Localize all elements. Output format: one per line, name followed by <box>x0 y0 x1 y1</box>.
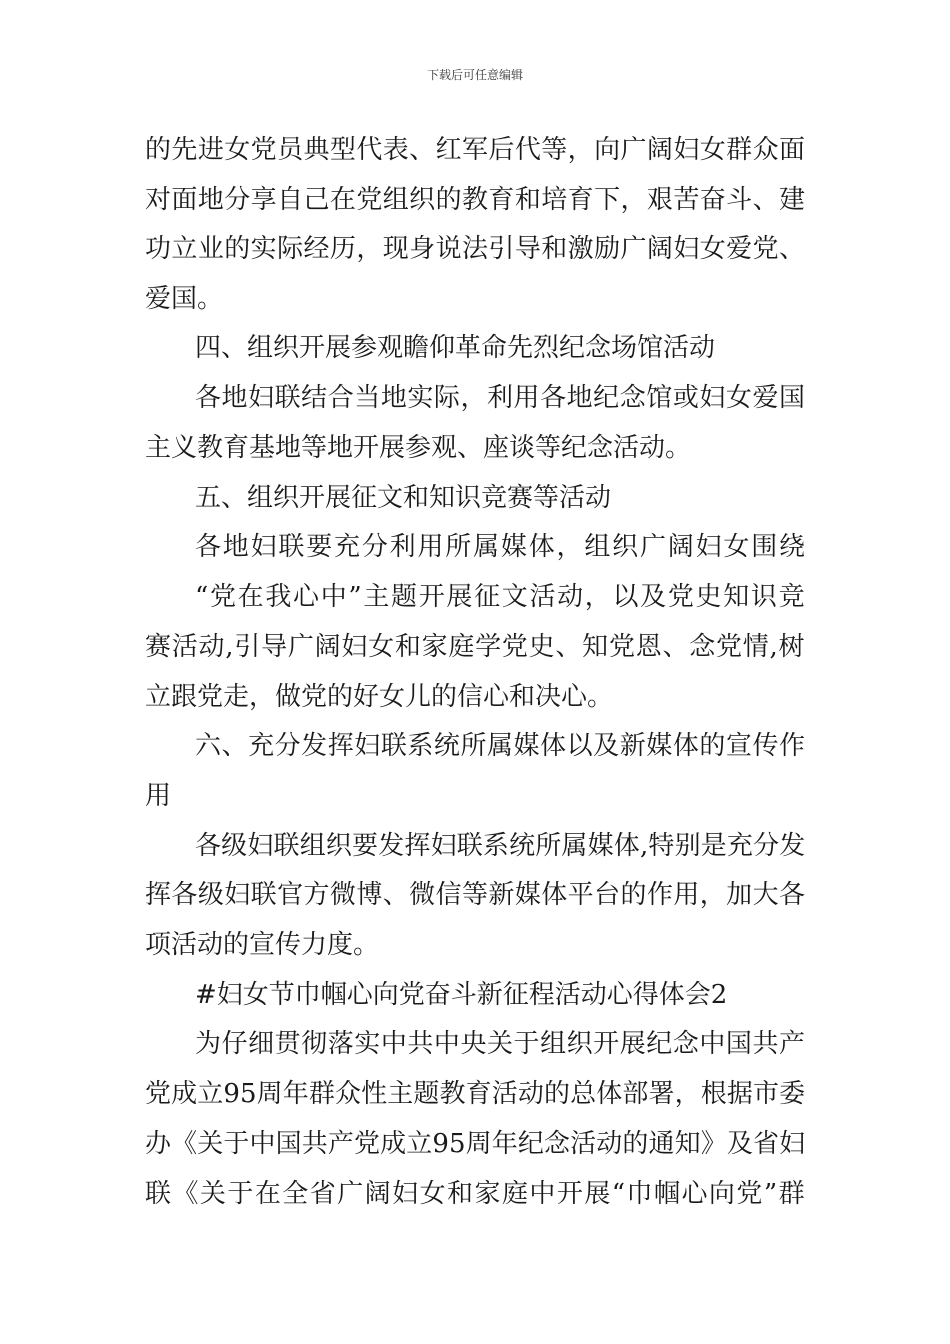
text-line: 为仔细贯彻落实中共中央关于组织开展纪念中国共产 <box>195 1029 806 1059</box>
section-heading: 四、组织开展参观瞻仰革命先烈纪念场馆活动 <box>195 333 716 363</box>
text-line: 立跟党走，做党的好女儿的信心和决心。 <box>145 682 614 712</box>
text-line: 挥各级妇联官方微博、微信等新媒体平台的作用，加大各 <box>145 880 806 910</box>
text-line: 功立业的实际经历，现身说法引导和激励广阔妇女爱党、 <box>145 234 806 264</box>
section-heading: 六、充分发挥妇联系统所属媒体以及新媒体的宣传作 <box>195 731 806 761</box>
text-line: 各地妇联结合当地实际，利用各地纪念馆或妇女爱国 <box>195 383 806 413</box>
page-header: 下载后可任意编辑 <box>426 68 523 82</box>
text-line: “党在我心中”主题开展征文活动，以及党史知识竞 <box>195 582 807 612</box>
text-line: 联《关于在全省广阔妇女和家庭中开展“巾帼心向党”群 <box>145 1179 807 1209</box>
text-line: 的先进女党员典型代表、红军后代等，向广阔妇女群众面 <box>145 135 806 165</box>
text-line: 各级妇联组织要发挥妇联系统所属媒体,特别是充分发 <box>195 831 806 861</box>
text-line: 对面地分享自己在党组织的教育和培育下，艰苦奋斗、建 <box>145 185 806 215</box>
text-line: 办《关于中国共产党成立95周年纪念活动的通知》及省妇 <box>145 1129 806 1159</box>
text-line: 赛活动,引导广阔妇女和家庭学党史、知党恩、念党情,树 <box>145 632 806 662</box>
text-line: 爱国。 <box>145 284 224 314</box>
section-heading: 五、组织开展征文和知识竞赛等活动 <box>195 483 612 513</box>
text-line: 各地妇联要充分利用所属媒体，组织广阔妇女围绕 <box>195 532 807 562</box>
text-line: 党成立95周年群众性主题教育活动的总体部署，根据市委 <box>145 1079 806 1109</box>
text-line: 项活动的宣传力度。 <box>145 930 380 960</box>
text-line: 主义教育基地等地开展参观、座谈等纪念活动。 <box>145 433 692 463</box>
section-heading-cont: 用 <box>145 781 172 811</box>
article-title: #妇女节巾帼心向党奋斗新征程活动心得体会2 <box>195 980 728 1010</box>
